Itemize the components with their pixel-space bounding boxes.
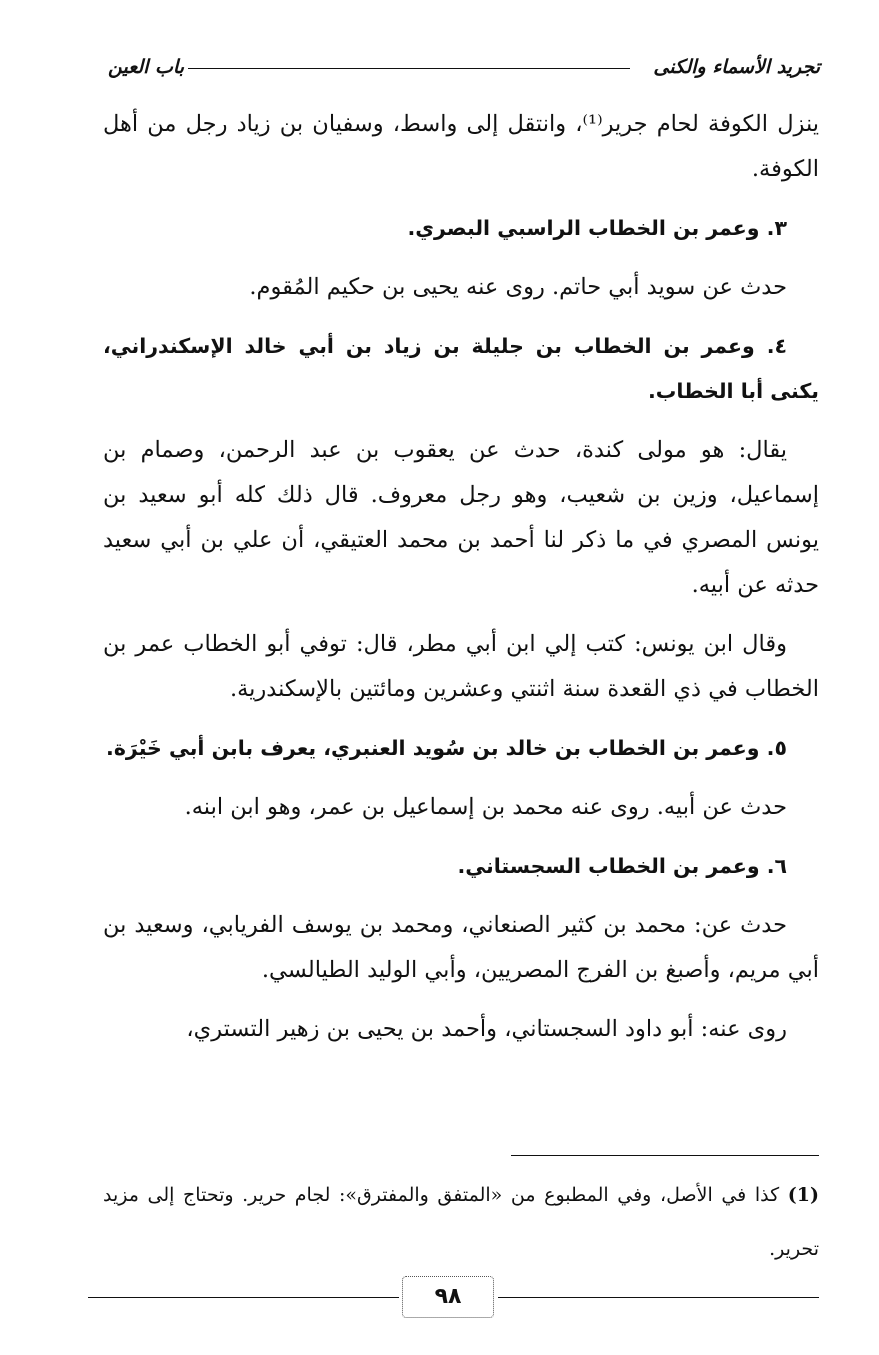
footnote-number: (1): [787, 1184, 819, 1206]
book-title: تجريد الأسماء والكنى: [653, 56, 820, 78]
entry-6-heading: ٦. وعمر بن الخطاب السجستاني.: [457, 854, 787, 878]
paragraph-entry-3: حدث عن سويد أبي حاتم. روى عنه يحيى بن حكيم المُقوم.: [249, 274, 787, 300]
footnote-text: كذا في الأصل، وفي المطبوع من «المتفق والمفترق»: لجام حرير. وتحتاج إلى مزيد تحرير.: [103, 1184, 819, 1260]
entry-4-heading: ٤. وعمر بن الخطاب بن جليلة بن زياد بن أبي خالد الإسكندراني، يكنى أبا الخطاب.: [103, 334, 819, 403]
chapter-title: باب العين: [108, 56, 185, 78]
page-number: ٩٨: [402, 1276, 494, 1318]
running-header: [108, 52, 820, 92]
paragraph-entry-4a: يقال: هو مولى كندة، حدث عن يعقوب بن عبد الرحمن، وصمام بن إسماعيل، وزين بن شعيب، وهو رجل معروف. قال ذلك كله أبو سعيد بن يونس المصري في ما ذكر لنا أحمد بن محمد العتيقي، أن علي بن أبي سعيد حدثه عن أبيه.: [103, 437, 819, 598]
footnote: [103, 1168, 819, 1276]
paragraph-entry-6a: حدث عن: محمد بن كثير الصنعاني، ومحمد بن يوسف الفريابي، وسعيد بن أبي مريم، وأصبغ بن الفرج المصريين، وأبي الوليد الطيالسي.: [103, 912, 819, 983]
paragraph-1: ينزل الكوفة لحام جرير⁽¹⁾، وانتقل إلى واسط، وسفيان بن زياد رجل من أهل الكوفة.: [103, 111, 820, 182]
footnote-rule: [511, 1155, 819, 1156]
entry-5-heading: ٥. وعمر بن الخطاب بن خالد بن سُويد العنبري، يعرف بابن أبي خَيْرَة.: [106, 736, 787, 760]
paragraph-entry-6b: روى عنه: أبو داود السجستاني، وأحمد بن يحيى بن زهير التستري،: [186, 1016, 787, 1042]
entry-3-heading: ٣. وعمر بن الخطاب الراسبي البصري.: [407, 216, 787, 240]
paragraph-entry-5: حدث عن أبيه. روى عنه محمد بن إسماعيل بن عمر، وهو ابن ابنه.: [184, 794, 787, 820]
header-rule: [188, 68, 630, 69]
footer-rule-right: [498, 1297, 819, 1298]
main-text: [103, 102, 819, 1052]
footer-rule-left: [88, 1297, 399, 1298]
paragraph-entry-4b: وقال ابن يونس: كتب إلي ابن أبي مطر، قال: توفي أبو الخطاب عمر بن الخطاب في ذي القعدة سنة اثنتي وعشرين ومائتين بالإسكندرية.: [103, 631, 819, 702]
